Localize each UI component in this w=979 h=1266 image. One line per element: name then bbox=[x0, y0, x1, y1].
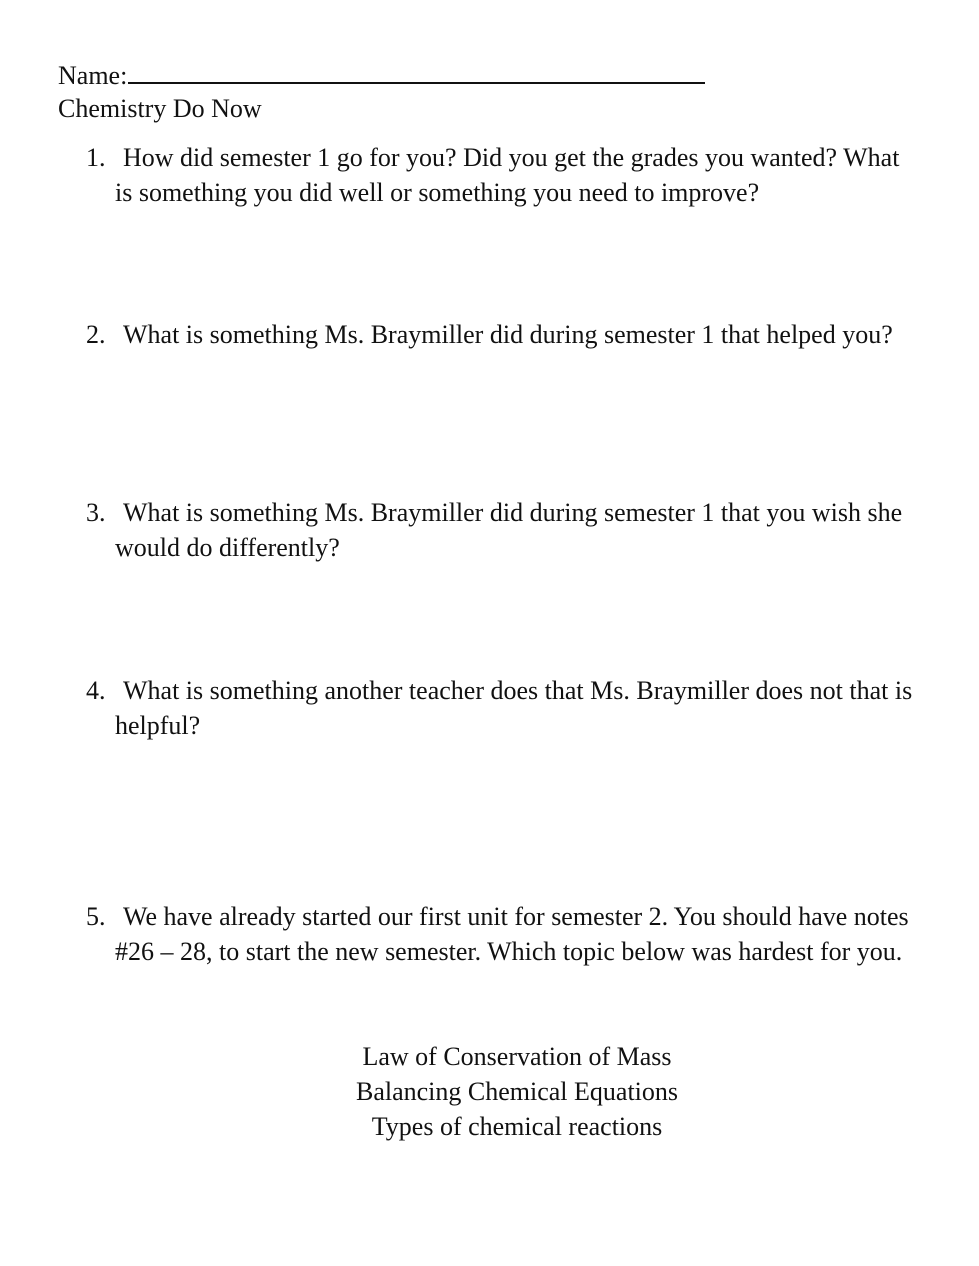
question-4 bbox=[86, 673, 916, 743]
question-2 bbox=[86, 317, 916, 352]
question-number: 2. bbox=[86, 320, 106, 349]
question-text-content: What is something Ms. Braymiller did during semester 1 that helped you? bbox=[123, 320, 893, 349]
question-text-content: How did semester 1 go for you? Did you get the grades you wanted? What is something you did well or something you need to improve? bbox=[115, 143, 900, 207]
name-line bbox=[58, 56, 705, 93]
topic-list bbox=[0, 1039, 979, 1144]
question-3 bbox=[86, 495, 916, 565]
question-text bbox=[115, 673, 916, 743]
question-number: 1. bbox=[86, 143, 106, 172]
question-number: 3. bbox=[86, 498, 106, 527]
question-number: 4. bbox=[86, 676, 106, 705]
question-text bbox=[115, 495, 916, 565]
question-number: 5. bbox=[86, 902, 106, 931]
topic-item: Balancing Chemical Equations bbox=[355, 1077, 679, 1106]
question-1 bbox=[86, 140, 916, 210]
question-text-content: What is something another teacher does that Ms. Braymiller does not that is helpful? bbox=[115, 676, 913, 740]
question-text-content: We have already started our first unit for semester 2. You should have notes #26 – 28, to start the new semester. Which topic below was hardest for you. bbox=[115, 902, 909, 966]
question-text bbox=[115, 317, 916, 352]
worksheet-title: Chemistry Do Now bbox=[58, 94, 262, 123]
question-5 bbox=[86, 899, 916, 969]
question-text bbox=[115, 899, 916, 969]
name-label: Name: bbox=[58, 61, 128, 90]
name-blank[interactable] bbox=[128, 56, 705, 84]
topic-item: Types of chemical reactions bbox=[371, 1112, 663, 1141]
question-text bbox=[115, 140, 916, 210]
question-text-content: What is something Ms. Braymiller did during semester 1 that you wish she would do differently? bbox=[115, 498, 903, 562]
topic-item: Law of Conservation of Mass bbox=[362, 1042, 672, 1071]
